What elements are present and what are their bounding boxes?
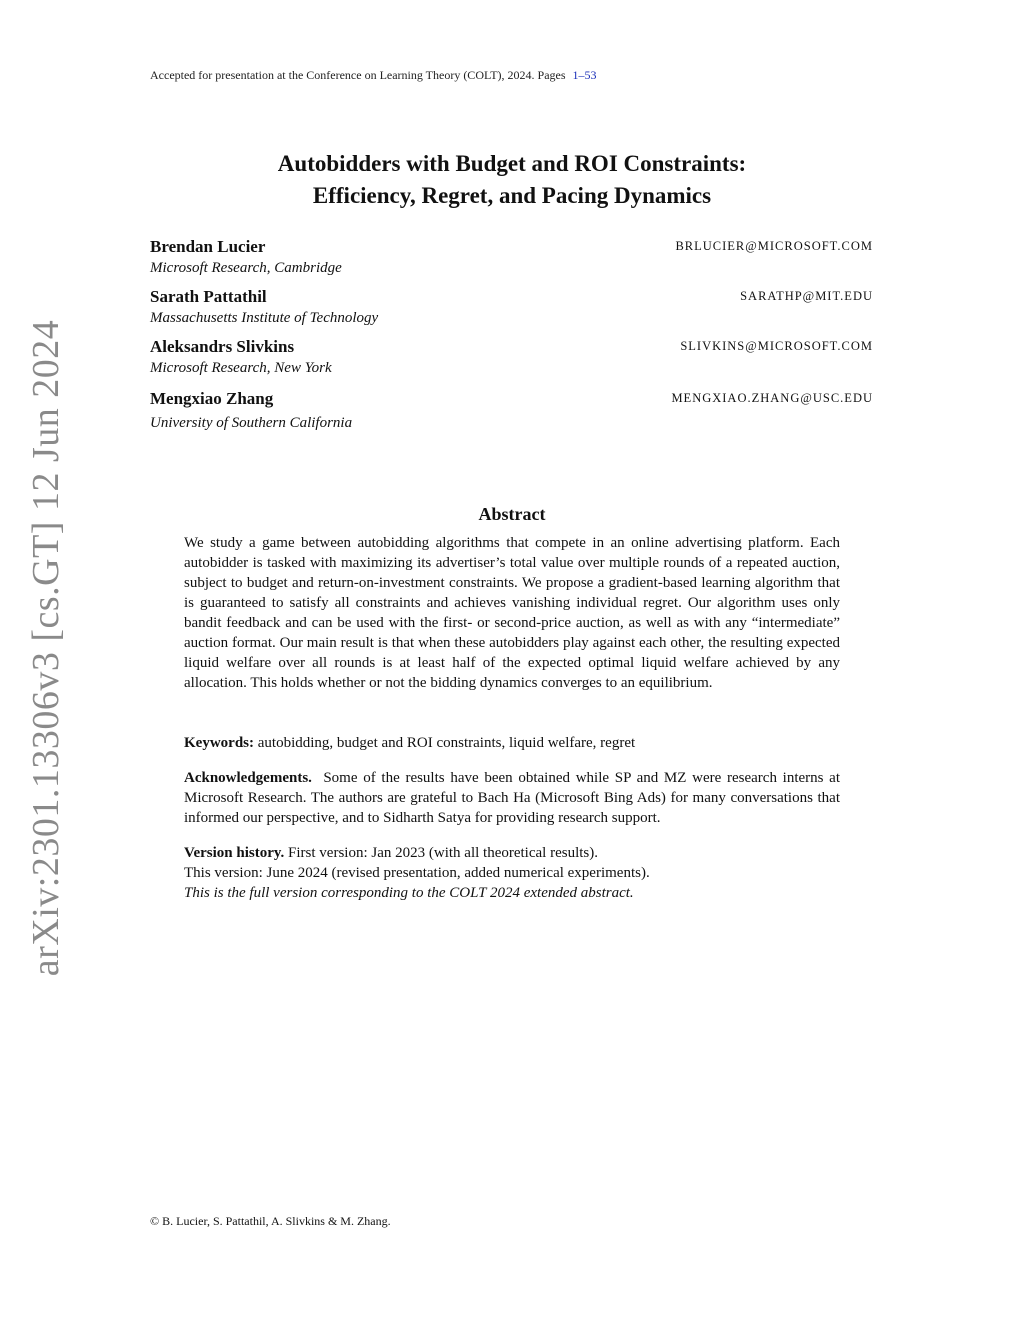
author-affiliation: Microsoft Research, New York	[150, 360, 332, 376]
version-history	[184, 843, 840, 903]
keywords-text: autobidding, budget and ROI constraints, liquid welfare, regret	[257, 735, 636, 751]
version-note: This is the full version corresponding to the COLT 2024 extended abstract.	[184, 885, 634, 901]
author-name: Brendan Lucier	[150, 237, 266, 256]
abstract-text: We study a game between autobidding algorithms that compete in an online advertising platform. Each autobidder is tasked with maximizing its advertiser’s total value over multiple rounds of a repeated auction, subject to budget and return-on-investment constraints. We propose a gradient-based learning algorithm that is guaranteed to satisfy all constraints and achieves vanishing individual regret. Our algorithm uses only bandit feedback and can be used with the first- or second-price auction, as well as with any “intermediate” auction format. Our main result is that when these autobidders play against each other, the resulting expected liquid welfare over all rounds is at least half of the expected optimal liquid welfare achieved by any allocation. This holds whether or not the bidding dynamics converges to an equilibrium.	[184, 535, 840, 691]
arxiv-identifier: arXiv:2301.13306v3 [cs.GT] 12 Jun 2024	[25, 319, 67, 977]
keywords	[184, 733, 840, 753]
author-block	[150, 286, 873, 328]
conference-note-text: Accepted for presentation at the Conference on Learning Theory (COLT), 2024. Pages	[150, 68, 566, 82]
author-block	[150, 388, 873, 433]
paper-title	[0, 148, 1024, 212]
author-block	[150, 236, 873, 278]
pages-link[interactable]: 1–53	[572, 68, 597, 82]
version-history-label: Version history.	[184, 845, 285, 861]
author-block	[150, 336, 873, 378]
author-email[interactable]: BRLUCIER@MICROSOFT.COM	[675, 239, 873, 253]
author-email[interactable]: SARATHP@MIT.EDU	[740, 289, 873, 303]
author-name: Sarath Pattathil	[150, 287, 267, 306]
author-email[interactable]: SLIVKINS@MICROSOFT.COM	[680, 339, 873, 353]
author-affiliation: Massachusetts Institute of Technology	[150, 310, 379, 326]
author-name: Aleksandrs Slivkins	[150, 337, 295, 356]
acknowledgements	[184, 768, 840, 828]
abstract-heading: Abstract	[478, 504, 546, 524]
author-name: Mengxiao Zhang	[150, 389, 274, 408]
keywords-label: Keywords:	[184, 735, 254, 751]
copyright-notice: © B. Lucier, S. Pattathil, A. Slivkins & M. Zhang.	[150, 1214, 391, 1228]
conference-note	[150, 68, 597, 83]
acknowledgements-text: Some of the results have been obtained while SP and MZ were research interns at Microsoft Research. The authors are grateful to Bach Ha (Microsoft Bing Ads) for many conversations that informed our perspective, and to Sidharth Satya for providing research support.	[184, 770, 841, 826]
title-line-2: Efficiency, Regret, and Pacing Dynamics	[312, 183, 712, 208]
title-line-1: Autobidders with Budget and ROI Constraints:	[277, 151, 747, 176]
acknowledgements-label: Acknowledgements.	[184, 770, 312, 786]
author-affiliation: University of Southern California	[150, 415, 353, 431]
author-affiliation: Microsoft Research, Cambridge	[150, 260, 342, 276]
version-first: First version: Jan 2023 (with all theoretical results).	[288, 845, 598, 861]
author-email[interactable]: MENGXIAO.ZHANG@USC.EDU	[671, 391, 873, 405]
version-current: This version: June 2024 (revised presentation, added numerical experiments).	[184, 865, 650, 881]
